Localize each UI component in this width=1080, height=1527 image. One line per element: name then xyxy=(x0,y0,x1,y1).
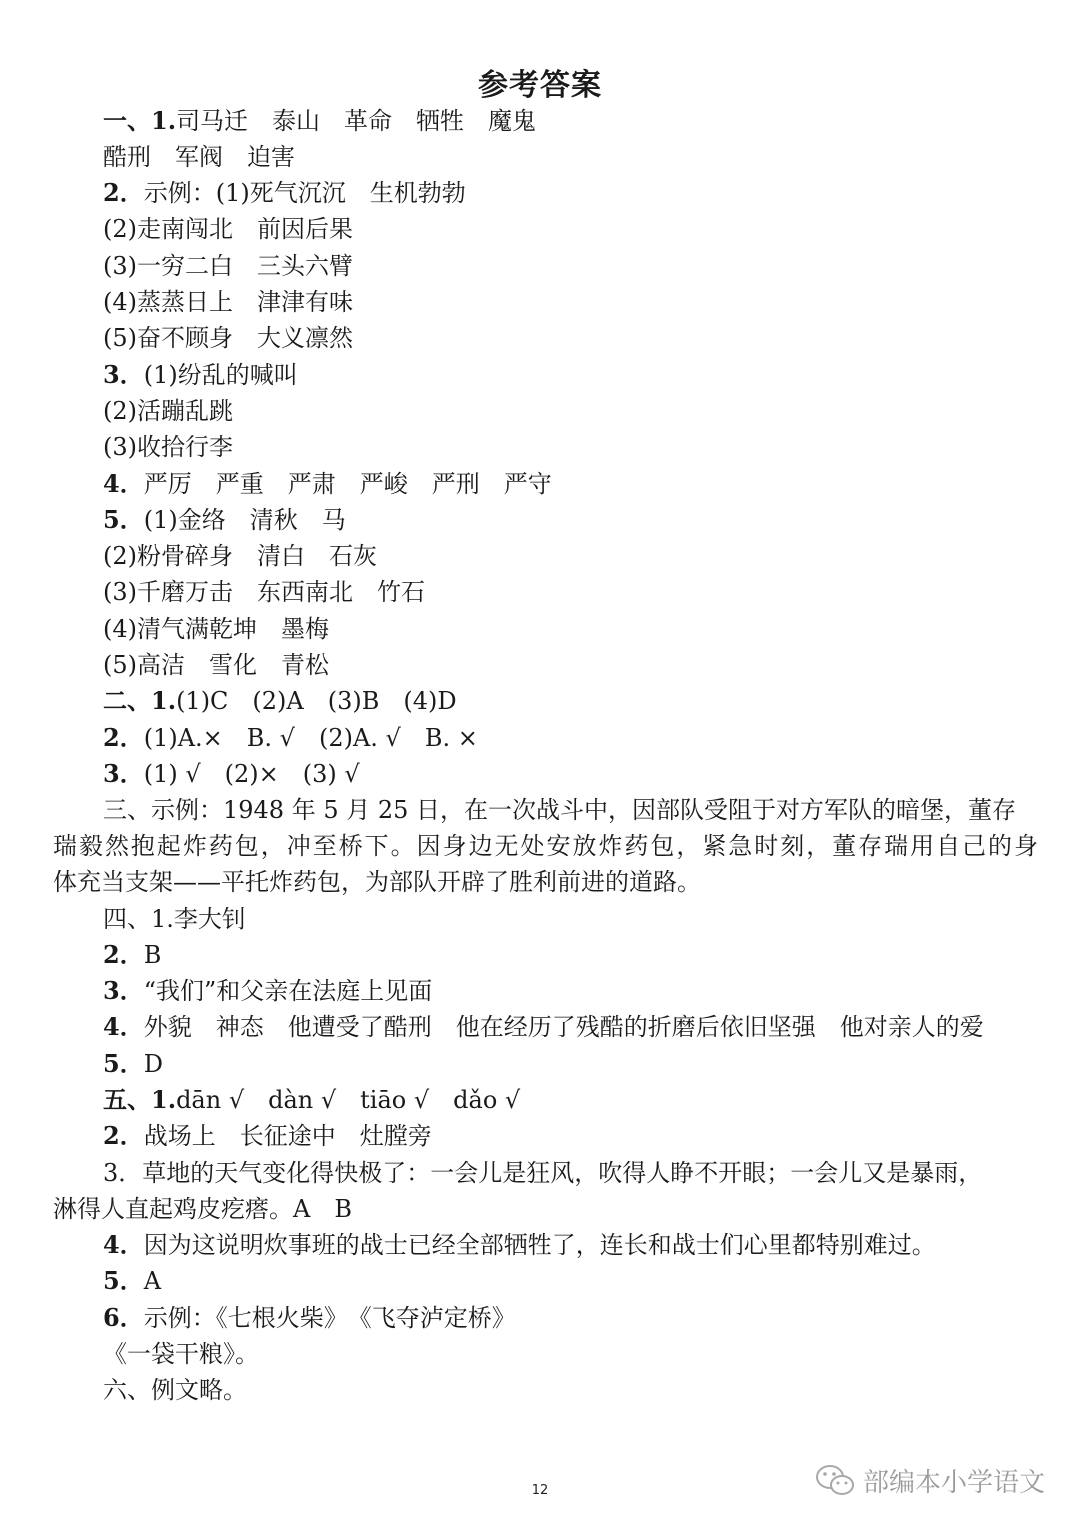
page-title: 参考答案 xyxy=(478,68,602,103)
answer-line: 6．示例：《七根火柴》 《飞夺泸定桥》 xyxy=(103,1303,516,1332)
answer-line: 二、1.(1)C (2)A (3)B (4)D xyxy=(103,686,457,715)
watermark-text: 部编本小学语文 xyxy=(862,1468,1045,1498)
answer-line: 2．B xyxy=(103,940,162,969)
answer-line: 《一袋干粮》。 xyxy=(103,1340,259,1368)
answer-line: (5)奋不顾身 大义凛然 xyxy=(103,324,353,352)
watermark xyxy=(815,1462,1045,1499)
answer-line: 2．战场上 长征途中 灶膛旁 xyxy=(103,1121,432,1150)
answer-line: 5．(1)金络 清秋 马 xyxy=(103,505,346,534)
answer-line: 四、1.李大钊 xyxy=(103,905,246,933)
answer-line: 4．外貌 神态 他遭受了酷刑 他在经历了残酷的折磨后依旧坚强 他对亲人的爱 xyxy=(103,1012,984,1041)
answer-line: 5．A xyxy=(103,1266,162,1295)
answer-line: 4．严厉 严重 严肃 严峻 严刑 严守 xyxy=(103,469,552,498)
answer-line: 酷刑 军阀 迫害 xyxy=(103,143,295,171)
answer-line: (2)活蹦乱跳 xyxy=(103,397,233,425)
answer-line: (3)千磨万击 东西南北 竹石 xyxy=(103,578,425,606)
answer-line: 2．(1)A.× B. √ (2)A. √ B. × xyxy=(103,723,478,752)
wechat-icon xyxy=(815,1464,855,1498)
answer-line: (4)蒸蒸日上 津津有味 xyxy=(103,288,353,316)
answer-line: 4．因为这说明炊事班的战士已经全部牺牲了，连长和战士们心里都特别难过。 xyxy=(103,1230,936,1259)
answer-line: (4)清气满乾坤 墨梅 xyxy=(103,615,329,643)
section-5-3-line: 3．草地的天气变化得快极了：一会儿是狂风，吹得人睁不开眼；一会儿又是暴雨， xyxy=(103,1159,983,1187)
answer-line: (2)粉骨碎身 清白 石灰 xyxy=(103,542,377,570)
section-3-line: 三、示例：1948 年 5 月 25 日，在一次战斗中，因部队受阻于对方军队的暗堡，董存 xyxy=(103,796,1017,824)
answer-line: (5)高洁 雪化 青松 xyxy=(103,651,329,679)
page-number: 12 xyxy=(531,1483,549,1498)
answer-line: 一、1.司马迁 泰山 革命 牺牲 魔鬼 xyxy=(103,106,537,135)
answer-line: (3)收拾行李 xyxy=(103,433,233,461)
answer-line: (2)走南闯北 前因后果 xyxy=(103,215,353,243)
answer-line: 3．“我们”和父亲在法庭上见面 xyxy=(103,976,433,1005)
section-3-line: 瑞毅然抱起炸药包，冲至桥下。因身边无处安放炸药包，紧急时刻，董存瑞用自己的身 xyxy=(53,832,1038,860)
answer-line: 3．(1)纷乱的喊叫 xyxy=(103,360,298,389)
answer-line: 5．D xyxy=(103,1049,163,1078)
section-3-line: 体充当支架——平托炸药包，为部队开辟了胜利前进的道路。 xyxy=(53,868,701,896)
answer-line: (3)一穷二白 三头六臂 xyxy=(103,252,353,280)
answer-line: 六、例文略。 xyxy=(103,1376,247,1404)
answer-line: 3．(1) √ (2)× (3) √ xyxy=(103,759,360,788)
answer-line: 2．示例：(1)死气沉沉 生机勃勃 xyxy=(103,178,466,207)
section-5-3-line: 淋得人直起鸡皮疙瘩。A B xyxy=(53,1195,352,1223)
answer-line: 五、1.dān √ dàn √ tiāo √ dǎo √ xyxy=(103,1085,521,1114)
